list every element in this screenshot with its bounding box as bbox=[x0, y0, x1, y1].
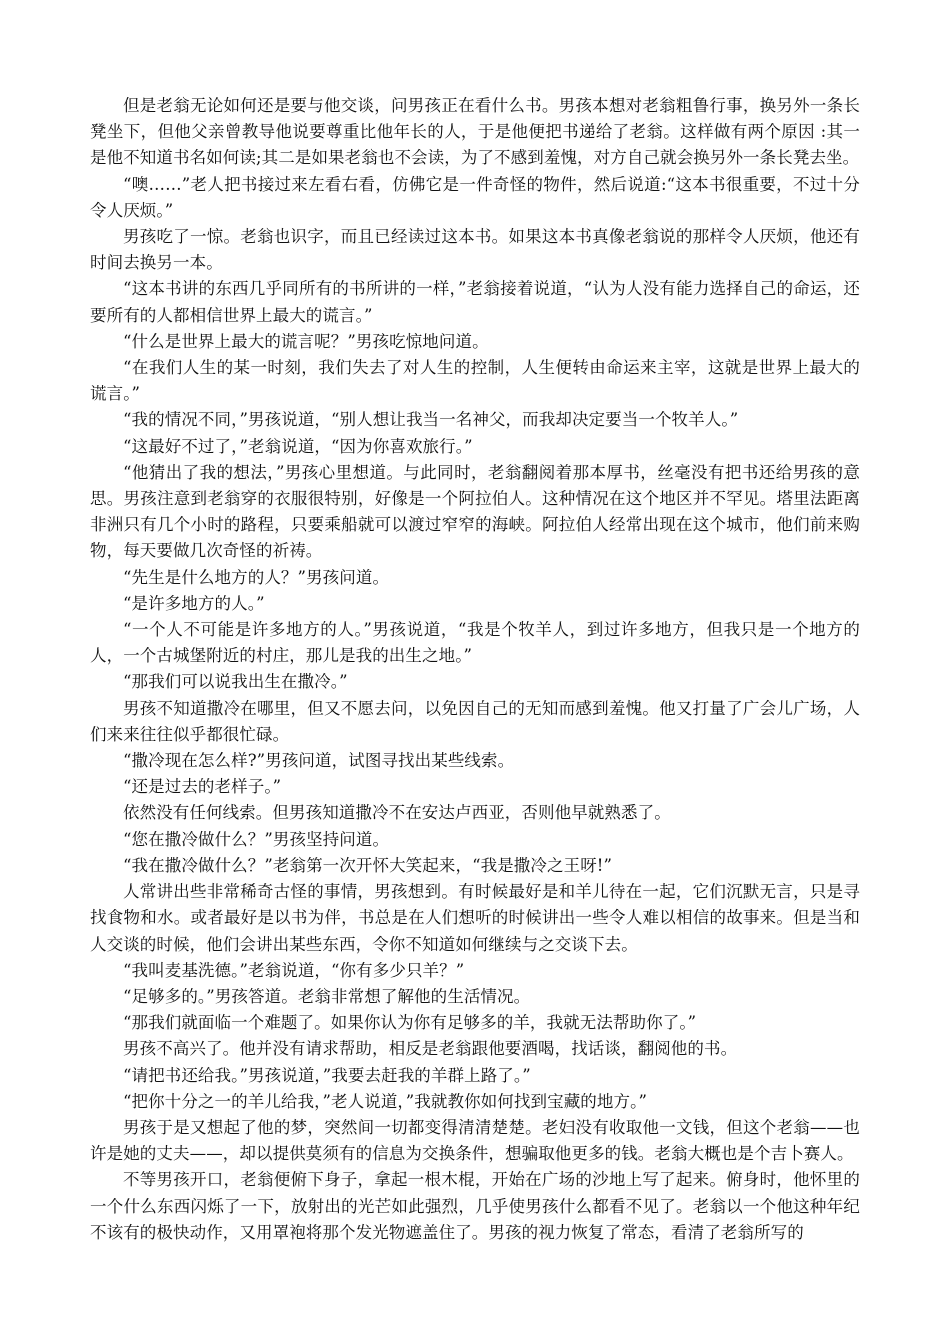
paragraph-13: “那我们可以说我出生在撒冷。” bbox=[123, 672, 348, 692]
paragraph-22: “足够多的。”男孩答道。老翁非常想了解他的生活情况。 bbox=[123, 986, 531, 1006]
paragraph-18: “您在撒冷做什么？”男孩坚持问道。 bbox=[123, 829, 390, 849]
paragraph-16: “还是过去的老样子。” bbox=[123, 777, 282, 797]
paragraph-8: “这最好不过了，”老翁说道，“因为你喜欢旅行。” bbox=[123, 436, 473, 456]
paragraph-21: “我叫麦基洗德。”老翁说道，“你有多少只羊？” bbox=[123, 960, 465, 980]
paragraph-11: “是许多地方的人。” bbox=[123, 593, 265, 613]
paragraph-1: 但是老翁无论如何还是要与他交谈，问男孩正在看什么书。男孩本想对老翁粗鲁行事，换另外一条长凳坐下，但他父亲曾教导他说要尊重比他年长的人，于是他便把书递给了老翁。这样做有两个原因 :其一是他不知道书名如何读;其二是如果老翁也不会读，为了不感到羞愧，对方自己就会换另外一条长凳去坐。 bbox=[90, 96, 860, 168]
paragraph-25: “请把书还给我。”男孩说道，”我要去赶我的羊群上路了。” bbox=[123, 1065, 531, 1085]
paragraph-7: “我的情况不同，”男孩说道，“别人想让我当一名神父，而我却决定要当一个牧羊人。” bbox=[123, 410, 739, 430]
paragraph-12: “一个人不可能是许多地方的人。”男孩说道，“我是个牧羊人，到过许多地方，但我只是一个地方的人，一个古城堡附近的村庄，那儿是我的出生之地。” bbox=[90, 620, 860, 666]
paragraph-24: 男孩不高兴了。他并没有请求帮助，相反是老翁跟他要酒喝，找话谈，翻阅他的书。 bbox=[123, 1039, 738, 1059]
paragraph-19: “我在撒冷做什么？”老翁第一次开怀大笑起来，“我是撒冷之王呀!” bbox=[123, 855, 613, 875]
paragraph-20: 人常讲出些非常稀奇古怪的事情，男孩想到。有时候最好是和羊儿待在一起，它们沉默无言，只是寻找食物和水。或者最好是以书为伴，书总是在人们想听的时候讲出一些令人难以相信的故事来。但是当和人交谈的时候，他们会讲出某些东西，令你不知道如何继续与之交谈下去。 bbox=[90, 882, 860, 954]
paragraph-28: 不等男孩开口，老翁便俯下身子，拿起一根木棍，开始在广场的沙地上写了起来。俯身时，他怀里的一个什么东西闪烁了一下，放射出的光芒如此强烈，几乎使男孩什么都看不见了。老翁以一个他这种年纪不该有的极快动作，又用罩袍将那个发光物遮盖住了。男孩的视力恢复了常态，看清了老翁所写的 bbox=[90, 1170, 860, 1242]
paragraph-26: “把你十分之一的羊儿给我，”老人说道，”我就教你如何找到宝藏的地方。” bbox=[123, 1091, 647, 1111]
paragraph-27: 男孩于是又想起了他的梦，突然间一切都变得清清楚楚。老妇没有收取他一文钱，但这个老翁——也许是她的丈夫——，却以提供莫须有的信息为交换条件，想骗取他更多的钱。老翁大概也是个吉卜赛人。 bbox=[90, 1117, 860, 1164]
paragraph-4: “这本书讲的东西几乎同所有的书所讲的一样，”老翁接着说道，“认为人没有能力选择自己的命运，还要所有的人都相信世界上最大的谎言。” bbox=[90, 279, 860, 325]
paragraph-23: “那我们就面临一个难题了。如果你认为你有足够多的羊，我就无法帮助你了。” bbox=[123, 1013, 697, 1033]
paragraph-5: “什么是世界上最大的谎言呢？”男孩吃惊地问道。 bbox=[123, 331, 489, 351]
paragraph-14: 男孩不知道撒冷在哪里，但又不愿去问，以免因自己的无知而感到羞愧。他又打量了广会儿广场，人们来来往往似乎都很忙碌。 bbox=[90, 698, 860, 744]
paragraph-10: “先生是什么地方的人？”男孩问道。 bbox=[123, 567, 390, 587]
article-body bbox=[90, 93, 860, 1246]
paragraph-6: “在我们人生的某一时刻，我们失去了对人生的控制，人生便转由命运来主宰，这就是世界上最大的谎言。” bbox=[90, 358, 860, 404]
paragraph-3: 男孩吃了一惊。老翁也识字，而且已经读过这本书。如果这本书真像老翁说的那样令人厌烦，他还有时间去换另一本。 bbox=[90, 227, 860, 273]
paragraph-17: 依然没有任何线索。但男孩知道撒冷不在安达卢西亚，否则他早就熟悉了。 bbox=[123, 803, 671, 823]
paragraph-2: “噢……”老人把书接过来左看右看，仿佛它是一件奇怪的物件，然后说道:“这本书很重要，不过十分令人厌烦。” bbox=[90, 174, 860, 220]
paragraph-15: “撒冷现在怎么样?”男孩问道，试图寻找出某些线索。 bbox=[123, 751, 515, 771]
paragraph-9: “他猜出了我的想法，”男孩心里想道。与此同时，老翁翻阅着那本厚书，丝毫没有把书还给男孩的意思。男孩注意到老翁穿的衣服很特别，好像是一个阿拉伯人。这种情况在这个地区并不罕见。塔里法距离非洲只有几个小时的路程，只要乘船就可以渡过窄窄的海峡。阿拉伯人经常出现在这个城市，他们前来购物，每天要做几次奇怪的祈祷。 bbox=[90, 462, 860, 561]
